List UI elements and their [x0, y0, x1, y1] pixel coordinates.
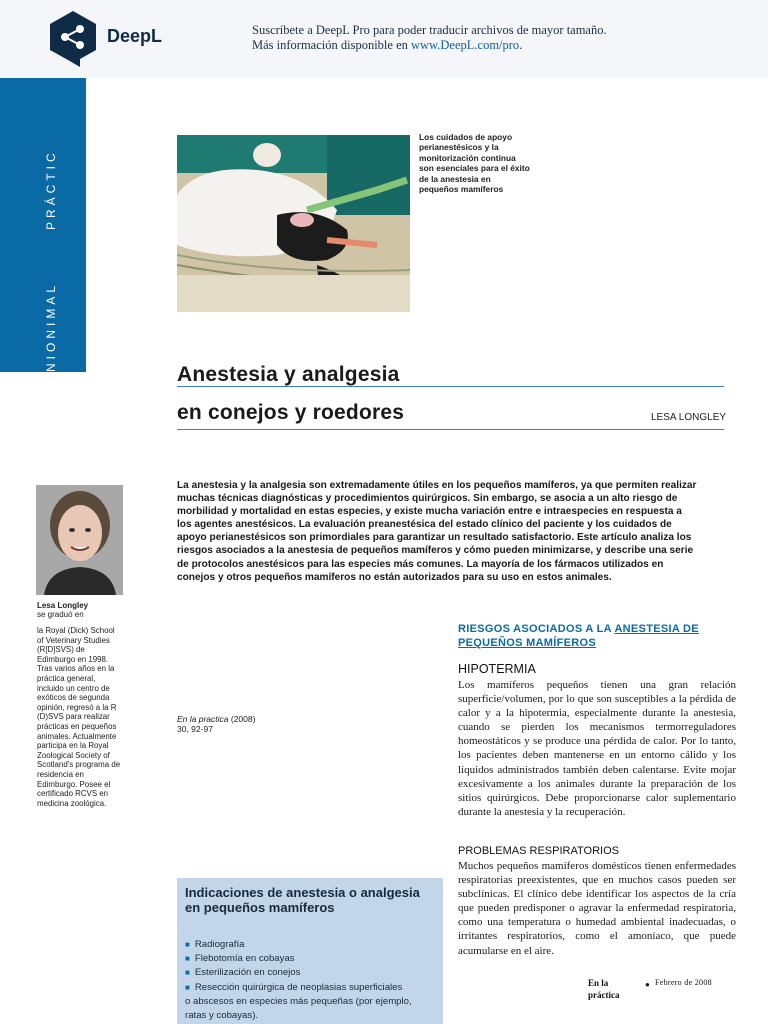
- bullet-icon: ■: [185, 968, 190, 978]
- hypothermia-heading: HIPOTERMIA: [458, 662, 536, 676]
- bullet-icon: ■: [185, 940, 190, 949]
- citation: [177, 714, 255, 734]
- indication-item: [185, 966, 441, 980]
- bullet-icon: ■: [185, 954, 190, 964]
- article-author: LESA LONGLEY: [651, 412, 727, 423]
- hypothermia-text: Los mamíferos pequeños tienen una gran relación superficie/volumen, por lo que son susceptibles a la pérdida de calor y a la hipotermia, especialmente durante la anestesia, cuando se pierden los mecanismos termorreguladores homeostáticos y se produce una pérdida de calor. Por lo tanto, los pacientes deben mantenerse en un entorno cálido y los líquidos administrados también deben calentarse. Evite mojar excesivamente a los animales durante la preparación de los sitios quirúrgicos. Debe proporcionarse calor suplementario durante la anestesia y la recuperación.: [458, 679, 736, 818]
- indication-item: [185, 952, 441, 966]
- promo-line-1: Suscríbete a DeepL Pro para poder traducir archivos de mayor tamaño.: [252, 23, 607, 37]
- indication-item-text: Esterilización en conejos: [194, 967, 301, 979]
- indication-item-text: Radiografía: [194, 939, 245, 950]
- respiratory-text: Muchos pequeños mamíferos domésticos tienen enfermedades respiratorias preexistentes, que en muchos casos pueden ser subclínicas. El clínico debe identificar los aspectos de la cría que pueden predisponer o agravar la enfermedad respiratoria, como una temperatura o humedad ambiental inadecuadas, o irritantes respiratorios, como el amoníaco, que puede acumularse en el aire.: [458, 860, 736, 957]
- photo-caption: Los cuidados de apoyo perianestésicos y la monitorización continua son esenciales para el éxito de la anestesia en pequeños mamíferos: [419, 132, 530, 195]
- indication-item-text: Flebotomía en cobayas: [194, 953, 295, 965]
- footer-journal-line-1: En la: [588, 978, 609, 988]
- section-side-strip: [0, 78, 86, 372]
- respiratory-heading: PROBLEMAS RESPIRATORIOS: [458, 845, 619, 857]
- title-rule-1: [177, 386, 724, 387]
- citation-line-1: [177, 714, 255, 724]
- risks-heading: [458, 622, 728, 650]
- indications-title: Indicaciones de anestesia o analgesia en pequeños mamíferos: [185, 885, 420, 915]
- deepl-logo-icon[interactable]: [48, 10, 98, 68]
- indication-item: [185, 981, 441, 995]
- author-portrait: [36, 485, 123, 595]
- promo-line-2: [252, 38, 607, 53]
- promo-line-2-suffix: .: [519, 38, 523, 52]
- indication-item-text: Resección quirúrgica de neoplasias superficiales: [194, 981, 403, 993]
- bio-name: Lesa Longley: [37, 601, 89, 610]
- risks-heading-link-2[interactable]: PEQUEÑOS MAMÍFEROS: [458, 637, 597, 649]
- footer-journal: [588, 977, 620, 1001]
- indications-list: [185, 938, 441, 1023]
- title-rule-2: [177, 429, 724, 430]
- bio-text: la Royal (Dick) School of Veterinary Studies (R[D]SVS) de Edimburgo en 1998. Tras varios años en la práctica general, incluido un centro de exóticos de segunda opinión, regresó a la R (D)SVS para realizar prácticas en pequeños animales. Actualmente participa en la Royal Zoological Society of Scotland's programa de residencia en Edimburgo. Posee el certificado RCVS en medicina zoológica.: [37, 626, 121, 808]
- promo-line-2-prefix: Más información disponible en: [252, 38, 411, 52]
- rabbit-anesthesia-photo: [177, 135, 410, 312]
- article-intro: La anestesia y la analgesia son extremadamente útiles en los pequeños mamíferos, ya que permiten realizar muchas técnicas diagnósticas y procedimientos quirúrgicos. Sin embargo, se asocia a un alto riesgo de morbilidad y mortalidad en estas especies, y existe mucha variación entre e intraespecies en respuesta a los agentes anestésicos. La evaluación preanestésica del estado clínico del paciente y los cuidados de apoyo perianestésicos son primordiales para garantizar un resultado satisfactorio. Este artículo analiza los riesgos asociados a la anestesia de pequeños mamíferos y cómo pueden minimizarse, y describe una serie de protocolos anestésicos para las especies más comunes. La mayoría de los fármacos utilizados en conejos y otros pequeños mamíferos no están autorizados para su uso en estos animales.: [177, 480, 697, 583]
- bio-graduated: se graduó en: [37, 610, 84, 619]
- deepl-logo-text[interactable]: DeepL: [107, 26, 163, 46]
- indication-item: [185, 938, 441, 952]
- side-strip-text-upper: PRÁCTIC: [44, 149, 58, 230]
- footer-journal-line-2: práctica: [588, 990, 620, 1000]
- citation-journal: En la practica: [177, 714, 229, 724]
- article-title-line-2: en conejos y roedores: [177, 401, 405, 424]
- bullet-icon: ■: [185, 982, 190, 992]
- risks-heading-link-1[interactable]: ANESTESIA DE: [614, 623, 699, 635]
- indication-item-continued: ratas y cobayas).: [185, 1010, 259, 1022]
- citation-year: (2008): [228, 714, 256, 724]
- footer-bullet-icon: ●: [645, 980, 650, 989]
- article-title-line-1: Anestesia y analgesia: [177, 363, 400, 386]
- side-strip-text-lower: NIONIMAL: [44, 281, 58, 372]
- promo-text: [252, 23, 607, 53]
- citation-pages: 30, 92-97: [177, 724, 213, 734]
- deepl-pro-link[interactable]: www.DeepL.com/pro: [411, 38, 520, 52]
- risks-heading-text: RIESGOS ASOCIADOS A LA: [458, 623, 615, 635]
- indication-item-continued: o abscesos en especies más pequeñas (por ejemplo,: [185, 995, 412, 1007]
- footer-date: Febrero de 2008: [655, 978, 712, 987]
